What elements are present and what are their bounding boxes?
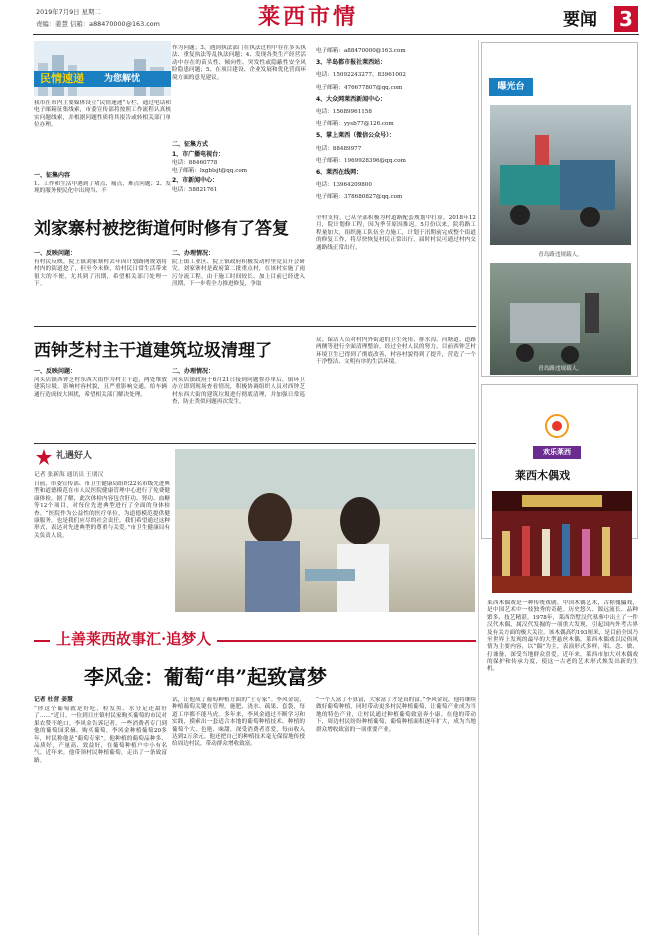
mid-text: 作为问题；3、遇到执法部门在执法过程中存在多头执法、重复执法等乱执法问题；4、发现各类生产经营活动中存在的苗头性、倾向性、突发性或隐蔽性安全风险隐患问题；5、在项目建设、企业发展和优化营商环境方面的意见建议。 <box>172 45 306 81</box>
story1-heading-a: 一、反映问题： <box>34 250 77 257</box>
happy-laixi-logo <box>527 412 587 462</box>
contact-line: 电子邮箱：378680827@qq.com <box>316 194 403 201</box>
story1-body-a: 有村民反映，院上镇刘家寨村去年因计划路网规划将村内的街道挖了，但至今未修，给村民日常生活带来很大的不便，尤其到了汛期，希望相关部门处理一下。 <box>34 259 167 288</box>
tricycle-graphic <box>490 105 631 245</box>
story3-tag: 礼遇好人 <box>56 451 93 461</box>
contact-line: 电子邮箱：1969928396@qq.com <box>316 157 406 164</box>
story-divider <box>34 326 476 327</box>
contact-line: 4、大众网莱西新闻中心： <box>316 95 387 103</box>
banner-right-text: 为您解忧 <box>104 74 141 84</box>
story4-title: 李风金：葡萄“串”起致富梦 <box>84 665 328 689</box>
mid-sub-2: 2、市新闻中心： <box>172 177 219 184</box>
story4-col1: “你这个葡萄就是好吃，粒发黑、水分足还甜好了……”近日，一位到日庄镇村民家购买葡萄的市民对果农赞不绝口。李风金告诉记者，一些消费者专门到他的葡萄园采摘、购买葡萄。李风金种植葡萄20多年，村民称他是“葡萄专家”。他种植的葡萄品种多、品质好，产量高、效益好，在葡萄种植户中小有名气。近年来，他带领村民种植葡萄，走出了一条致富路。 <box>34 706 167 764</box>
intro-text-2: 1、工作和生活中遇到了堵点、痛点、难点问题；2、发现的服务便民化中出现当、不 <box>34 181 171 195</box>
page-number: 3 <box>614 6 638 32</box>
issue-date: 2019年7月9日 星期二 <box>36 8 101 16</box>
contact-line: 电子邮箱：a88470000@163.com <box>316 48 406 54</box>
contact-line: 电话：15689961158 <box>316 109 372 116</box>
story3-tag-box <box>34 448 174 466</box>
intro-heading: 一、征集内容 <box>34 172 71 179</box>
star-icon <box>34 448 54 466</box>
header-rule <box>33 34 639 35</box>
story5-body: 莱西木偶戏是一种传统戏剧。中国木偶艺术，古称傀儡戏，是中国艺术中一枝独秀的奇葩。历史悠久、源远流长、品种繁多、技艺精湛。1978年，莱西岱墅汉代墓葬中出土了一件汉代木偶，属汉代发掘的一项重大发现，引起国内外考古界及有关方面的极大关注。该木偶高约193厘米，是目前全国乃至世界上发现的最早的大型悬丝木偶。莱西木偶戏以民俗风情为主要内容，以“偶”为主，表演形式多样，唱、念、做、打兼备，深受当地群众喜爱。近年来，莱西市加大对木偶戏的保护和传承力度，使这一古老的艺术形式焕发出新的生机。 <box>487 600 638 673</box>
contact-list <box>316 45 476 204</box>
mid-sub-1a: 电话：88460778 <box>172 160 218 166</box>
mid-sub-1: 1、市广播电视台： <box>172 151 225 158</box>
photo-caption-2: 青岛路违规载人。 <box>538 366 583 372</box>
story1-body-c: 全村支持，已从全部积极为村道路配套规划中打算。2018年12月，院计划修工程，因为季节原因推迟。5月份以来，院将路工程量加大，组织施工队伍全力施工，计划于汛期前完成整个街道的修复工作，将尽快恢复村民正常出行，届时村民可通过村内交通路线正常出行。 <box>316 215 476 251</box>
section-title: 要闻 <box>563 10 597 30</box>
logo-text: 欢乐莱西 <box>543 448 571 456</box>
contact-line: 电子邮箱：yysb77@126.com <box>316 121 394 128</box>
story3-body: 日前，市委宣传部、市卫生健康局组织22名市级先进典型和道德模范在市人民医院健康管理中心进行了免费健康体检。据了解，此次体检内容包含肝功、肾功、血糖等12个项目，对每位先进典型进行了全面的身体检查。“医院作为公益性的医疗单位，为道德模范提供健康服务，也是我们应尽的社会责任。我们希望通过这种形式，表达对先进典型的尊重与关爱。”市卫生健康局有关负责人说。 <box>34 481 170 539</box>
editor-info: 责编：姜慧 信箱：a88470000@163.com <box>36 20 160 28</box>
story3-photo <box>175 449 475 612</box>
skyline-graphic <box>34 41 171 96</box>
story2-heading-a: 一、反映问题： <box>34 368 77 375</box>
story4-col3: “一个人富了不算富，大家富了才是真的富。”李风金说，他将继续做好葡萄种植，同时带动更多村民种植葡萄，让葡萄产业成为当地的特色产业，让村民通过种植葡萄致富奔小康。在他的带动下，周边村民纷纷种植葡萄，葡萄种植面积逐年扩大，成为当地群众增收致富的一项重要产业。 <box>316 697 476 733</box>
contact-line: 6、莱西在线网： <box>316 169 363 177</box>
puppet-stage-graphic <box>492 491 632 593</box>
contact-line: 电话：13964209800 <box>316 182 372 189</box>
story1-title: 刘家寨村被挖街道何时修有了答复 <box>34 219 289 239</box>
news-photo-2 <box>490 263 631 375</box>
mid-sub-1b: 电子邮箱：lxgblsjt@qq.com <box>172 168 248 174</box>
checkup-graphic <box>175 449 475 612</box>
banner-left-text: 民情速递 <box>40 72 84 85</box>
photo-label: 曝光台 <box>489 78 533 96</box>
story2-body-c: 众、保洁人员对村内外街道的卫生死角、排水沟、河塘道、道路两侧等进行全面清理整治。经过全村人民的努力，目前西钟芝村环境卫生已得到了彻底改善，村容村貌得到了提升，营造了一个干净整洁、文明有序的生活环境。 <box>316 337 476 366</box>
news-photo-1 <box>490 105 631 245</box>
column-rule <box>478 40 479 935</box>
story4-col2: 试，让他成了葡萄种植方面的“土专家”。李风金说，种植葡萄关键在管理，施肥、浇水、疏果、套袋，每道工序都不能马虎。多年来，李风金通过不断学习和实践，摸索出一套适合本地的葡萄种植技术，种植的葡萄个大、色艳、味甜，深受消费者喜爱，每亩收入达到2万余元。他还把自己的种植技术毫无保留地传授给周边村民，带动群众增收致富。 <box>172 697 305 748</box>
masthead: 莱西市情 <box>258 4 359 30</box>
story4-banner: 上善莱西故事汇·追梦人 <box>50 630 217 650</box>
story5-title: 莱西木偶戏 <box>515 469 570 482</box>
mid-heading: 二、征集方式 <box>172 141 209 148</box>
story-divider <box>34 443 476 444</box>
column-banner <box>34 41 171 96</box>
contact-line: 电子邮箱：476677807@qq.com <box>316 84 403 91</box>
story2-body-a: 河头店镇西钟芝村东西大街作为村主干道，两处堆放建筑垃圾，影响村容村貌，且严重影响交通，给车辆通行造成较大困扰，希望相关部门解决处理。 <box>34 377 167 398</box>
story1-heading-b: 二、办理情况： <box>172 250 215 257</box>
story4-byline: 记者 杜营 姜慧 <box>34 697 73 703</box>
mid-sub-2a: 电话：58821761 <box>172 187 218 193</box>
contact-line: 电话：88489977 <box>316 145 362 152</box>
cart-graphic <box>490 263 631 375</box>
story2-body-b: 河头店镇政府于6月21日接到问题督办单后，镇环卫办立即到现场查看情况，积极协调组织人员对西钟芝村东西大街的建筑垃圾进行彻底清理，并加强日常巡查，防止类似问题再次发生。 <box>172 377 305 406</box>
contact-line: 电话：15092243277、83961002 <box>316 72 406 79</box>
story1-body-b: 院上镇工业区、院上镇政府积极发动村里党员开会研究。刘家寨村是政府第二批重点村，在该村实施了雨污分流工程，由于施工时间较长、加上目前已经进入汛期，下一步将全力推进修复，争取 <box>172 259 305 288</box>
story2-title: 西钟芝村主干道建筑垃圾清理了 <box>34 341 272 361</box>
story2-heading-b: 二、办理情况： <box>172 368 215 375</box>
contact-line: 3、半岛都市报社莱西站： <box>316 59 387 67</box>
photo-caption-1: 青岛路违规载人。 <box>538 252 583 258</box>
contact-line: 5、掌上莱西（微信公众号）： <box>316 132 396 140</box>
story4-banner-box <box>34 630 476 652</box>
puppet-photo <box>492 491 632 593</box>
intro-text: 我市在市内主要媒体设立“民情速递”专栏，通过电话和电子邮箱征集线索，市委宣传部将按照工作流程认真核实问题线索，并根据问题性质将其报告或转相关部门单位办理。 <box>34 100 171 129</box>
story3-byline: 记者 张新海 通讯员 王朋汉 <box>34 472 104 478</box>
